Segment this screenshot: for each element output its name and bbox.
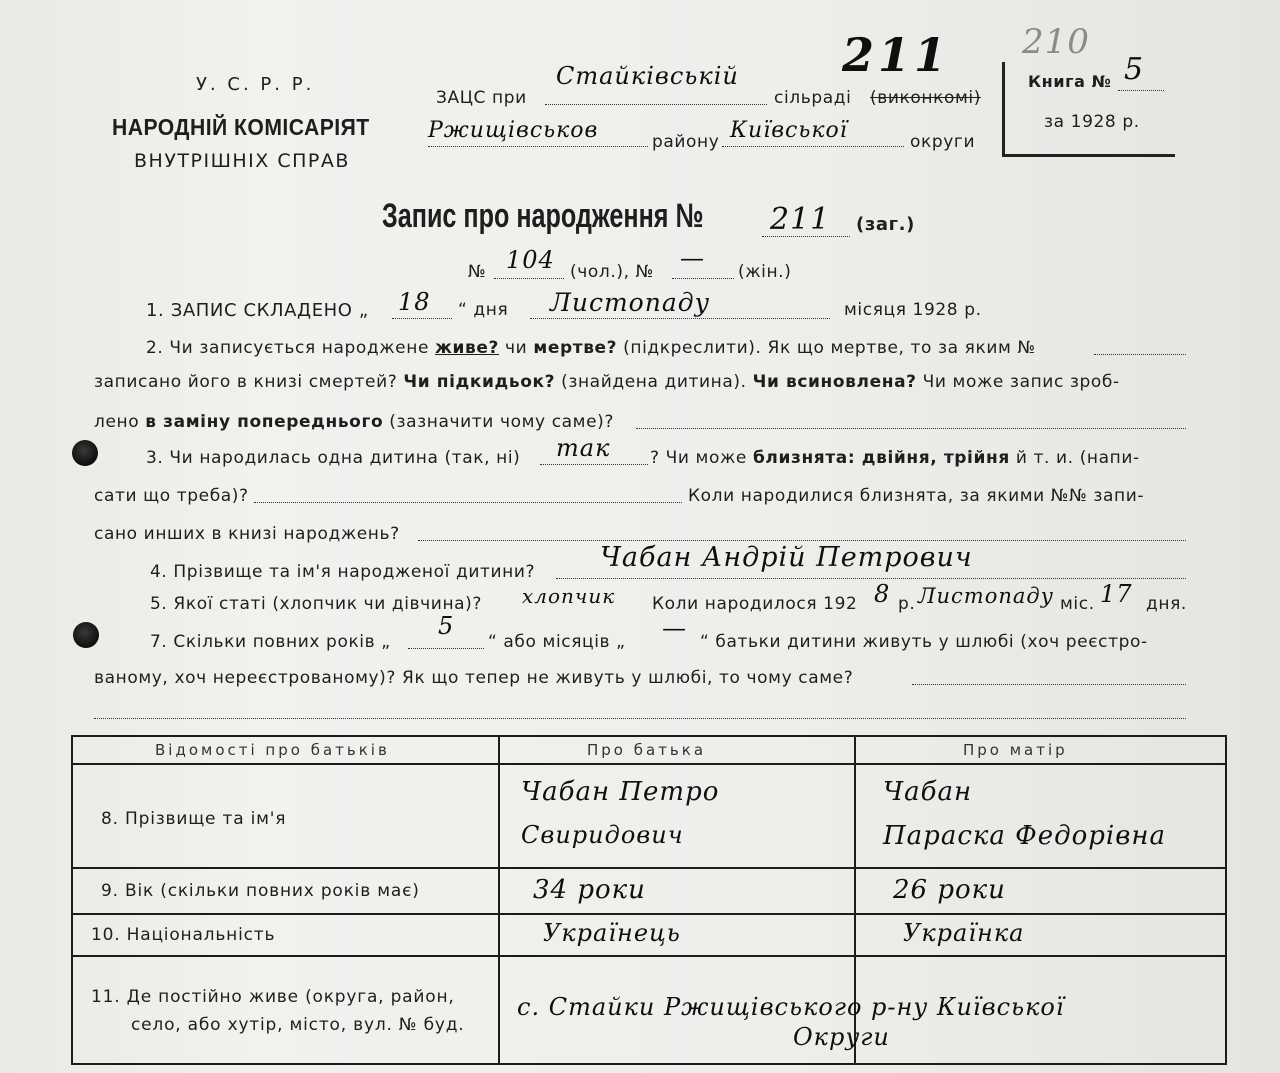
table-header-mother: Про матір — [963, 741, 1068, 759]
item7-years: 5 — [438, 612, 455, 640]
item2-line2-b: (знайдена дитина). — [561, 372, 747, 392]
raion-handwritten: Ржищiвськов — [428, 118, 599, 143]
item3-line1-b-text: ? Чи може — [650, 448, 747, 468]
punch-hole — [73, 622, 99, 648]
item3-twins-bold: близнята: двійня, трійня — [752, 448, 1010, 468]
parents-table — [71, 735, 1227, 1065]
item2-line2-a: записано його в книзі смертей? — [94, 372, 398, 392]
mother-name: Параска Федорiвна — [883, 821, 1166, 851]
okruha-dotted-line — [722, 146, 904, 147]
father-name: Чабан Петро — [521, 777, 720, 807]
commissariat-line1: НАРОДНІЙ КОМІСАРІЯТ — [112, 114, 370, 140]
item1-prefix: 1. ЗАПИС СКЛАДЕНО „ — [146, 300, 369, 321]
item3-line2-dotted — [254, 502, 682, 503]
item5-born-label: Коли народилося 192 — [652, 594, 858, 614]
item1-day-dotted-line — [392, 318, 452, 319]
table-row-divider — [73, 913, 1225, 915]
item7-months: — — [662, 614, 687, 642]
item7-line1-a: 7. Скільки повних років „ — [150, 632, 391, 652]
child-sex: хлопчик — [522, 584, 616, 608]
item2-line1-dotted — [1094, 354, 1186, 355]
item2-foundling: Чи підкидьок? — [403, 372, 556, 392]
item4-label: 4. Прізвище та ім'я народженої дитини? — [150, 562, 536, 582]
council-struck-label: (виконкомі) — [870, 88, 981, 108]
zags-label: ЗАЦС при — [436, 88, 527, 108]
item5-year-digit: 8 — [874, 580, 891, 608]
mother-age: 26 роки — [893, 875, 1006, 905]
item3-line3: сано инших в книзі народжень? — [94, 524, 400, 544]
okruha-handwritten: Київської — [730, 118, 848, 143]
item1-month: Листопаду — [550, 288, 711, 317]
item3-line2-a: сати що треба)? — [94, 486, 249, 506]
item3-answer-dotted — [540, 464, 648, 465]
item7-line1-c: “ батьки дитини живуть у шлюбі (хоч реєстро- — [700, 632, 1148, 652]
council-label: сільраді — [774, 88, 852, 108]
table-header-father: Про батька — [587, 741, 707, 759]
item3-line2-b: Коли народилися близнята, за якими №№ запи- — [688, 486, 1145, 506]
item2-line1-c: (підкреслити). Як що мертве, то за яким № — [623, 338, 1036, 358]
item2-dead-option: мертве? — [533, 338, 618, 358]
raion-dotted-line — [428, 146, 648, 147]
item2-line1-b: чи — [505, 338, 528, 358]
row-label-residence-line2: село, або хутір, місто, вул. № буд. — [131, 1015, 465, 1035]
item2-line3-dotted — [636, 428, 1186, 429]
item1-month-dotted-line — [530, 318, 830, 319]
item1-day: 18 — [398, 288, 431, 316]
table-row-divider — [73, 867, 1225, 869]
item5-label: 5. Якої статі (хлопчик чи дівчина)? — [150, 594, 483, 614]
item5-day-label: дня. — [1146, 594, 1187, 614]
item2-line3 — [94, 412, 614, 432]
item5-r-label: р. — [898, 594, 916, 614]
table-col-divider — [498, 737, 500, 1063]
item1-suffix: місяця 1928 р. — [844, 300, 982, 320]
item5-day: 17 — [1100, 580, 1133, 608]
item2-line3-b: (зазначити чому саме)? — [389, 412, 614, 432]
record-suffix: (заг.) — [856, 214, 915, 235]
table-row-divider — [73, 955, 1225, 957]
commissariat-title — [112, 114, 392, 141]
record-title-text: Запис про народження № — [382, 197, 704, 235]
mother-nationality: Українка — [903, 919, 1025, 947]
table-header-divider — [73, 763, 1225, 765]
residence-line1: с. Стайки Ржищiвського р-ну Київської — [517, 993, 1065, 1021]
father-age: 34 роки — [533, 875, 646, 905]
female-number-dotted-line — [672, 278, 734, 279]
item3-line1-b — [650, 448, 1140, 468]
child-name: Чабан Андрiй Петрович — [600, 542, 973, 573]
residence-line2: Округи — [793, 1023, 890, 1051]
item7-line2-dotted — [912, 684, 1186, 685]
item7-extra-dotted — [94, 718, 1186, 719]
item4-dotted — [556, 578, 1186, 579]
record-number-dotted-line — [762, 236, 850, 237]
female-label: (жін.) — [738, 262, 792, 282]
item5-month: Листопаду — [918, 584, 1054, 608]
item2-line2 — [94, 372, 1120, 392]
item7-line2: ваному, хоч нереєстрованому)? Як що тепер не живуть у шлюбі, то чому саме? — [94, 668, 854, 688]
item2-line1 — [146, 338, 1036, 358]
mother-surname: Чабан — [883, 777, 973, 807]
item3-line1-c: й т. и. (напи- — [1015, 448, 1140, 468]
record-title — [382, 196, 816, 236]
father-nationality: Українець — [543, 919, 681, 947]
item3-line1-a: 3. Чи народилась одна дитина (так, ні) — [146, 448, 521, 468]
zags-village-handwritten: Стайкiвськiй — [556, 62, 739, 90]
row-label-name: 8. Прізвище та ім'я — [101, 809, 287, 829]
row-label-nationality: 10. Національність — [91, 925, 276, 945]
raion-label: району — [652, 132, 720, 152]
item5-mis-label: міс. — [1060, 594, 1095, 614]
male-number-dotted-line — [494, 278, 564, 279]
female-number: — — [680, 244, 705, 272]
archive-number-faint: 210 — [1022, 22, 1090, 62]
row-label-residence-line1: 11. Де постійно живе (округа, район, — [91, 987, 455, 1007]
item2-line3-a: лено — [94, 412, 140, 432]
commissariat-line2: ВНУТРІШНІХ СПРАВ — [134, 150, 350, 172]
archive-number-bold: 211 — [842, 28, 951, 82]
item2-replacement: в заміну попереднього — [145, 412, 384, 432]
table-header-info: Відомості про батьків — [155, 741, 390, 759]
title-no-label: № — [468, 262, 487, 282]
row-label-age: 9. Вік (скільки повних років має) — [101, 881, 420, 901]
book-number-dotted-line — [1118, 90, 1164, 91]
book-year-label: за 1928 р. — [1044, 112, 1140, 132]
item2-adopted: Чи всиновлена? — [752, 372, 917, 392]
item7-years-dotted — [408, 648, 484, 649]
republic-label: У. С. Р. Р. — [196, 74, 315, 95]
item2-line1-a: 2. Чи записується народжене — [146, 338, 430, 358]
male-label: (чол.), № — [570, 262, 654, 282]
item3-answer: так — [556, 434, 611, 462]
item3-line3-dotted — [418, 540, 1186, 541]
zags-dotted-line — [545, 104, 767, 105]
record-number: 211 — [770, 202, 831, 237]
punch-hole — [72, 440, 98, 466]
male-number: 104 — [506, 246, 555, 274]
item1-mid: “ дня — [458, 300, 509, 320]
book-number: 5 — [1124, 52, 1145, 87]
item2-line2-c: Чи може запис зроб- — [922, 372, 1120, 392]
father-patronymic: Свиридович — [521, 821, 684, 849]
book-label: Книга № — [1028, 72, 1112, 91]
okruha-label: округи — [910, 132, 976, 152]
item7-line1-b: “ або місяців „ — [488, 632, 626, 652]
item2-alive-option: живе? — [435, 338, 500, 358]
